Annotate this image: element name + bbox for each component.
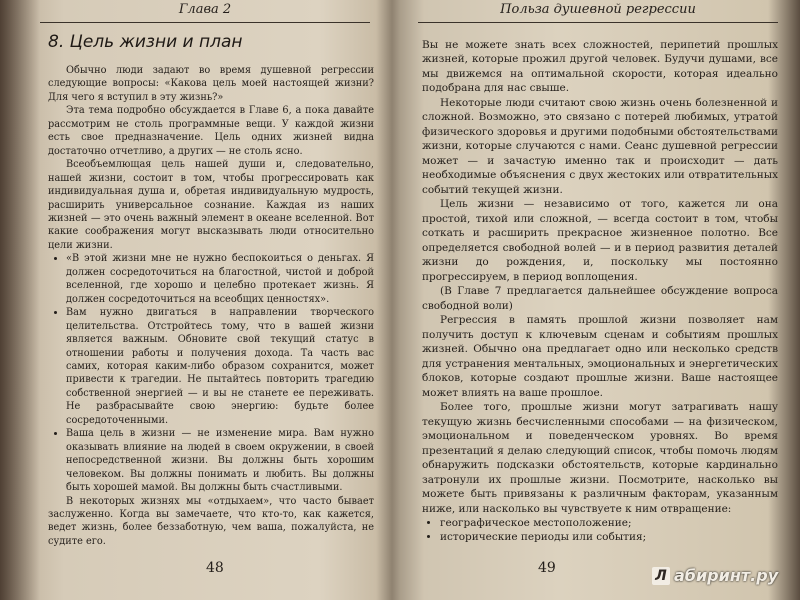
list-item: • Ваша цель в жизни — не изменение мира. Вам нужно оказывать влияние на людей в своем окружении, в своей непосредственной жизни. Вы должны быть хорошим человеком. Вы должны понимать и любить. Вы должны быть хорошей мамой. Вы должны быть счастливыми.	[66, 427, 374, 494]
paragraph: Цель жизни — независимо от того, кажется ли она простой, тихой или сложной, — всегда состоит в том, чтобы соткать и расширить прекрасное жизненное полотно. Все определяется свободной волей — и в период развития деталей жизни до рождения, и, поскольку мы постоянно прогрессируем, в период воплощения.	[422, 198, 778, 283]
running-header-left: Глава 2	[40, 0, 370, 23]
bullet-list	[48, 252, 374, 494]
bullet-list	[422, 516, 778, 545]
paragraph: Всеобъемлющая цель нашей души и, следовательно, нашей жизни, состоит в том, чтобы прогрессировать как индивидуальная душа и, обретая индивидуальную мудрость, расширить универсальное сознание. Каждая из наших жизней — это очень важный элемент в океане вселенной. Вот какие соображения могут высказывать люди относительно цели жизни.	[48, 159, 374, 251]
list-item: • географическое местоположение;	[440, 516, 778, 530]
list-item: • исторические периоды или события;	[440, 530, 778, 544]
watermark-text: абиринт.ру	[674, 566, 779, 585]
right-page	[400, 0, 800, 600]
paragraph: Вы не можете знать всех сложностей, перипетий прошлых жизней, которые прожил другой человек. Будучи душами, все мы движемся на оптимальной скорости, которая идеально подобрана для нас свыше.	[422, 39, 778, 95]
paragraph: Эта тема подробно обсуждается в Главе 6, а пока давайте рассмотрим не столь программные вещи. У каждой жизни есть свое предназначение. Цель одних жизней видна достаточно отчетливо, а других — не столь ясно.	[48, 105, 374, 157]
page-number: 49	[538, 560, 556, 576]
watermark	[652, 566, 778, 585]
page-edge-shadow	[0, 0, 40, 600]
left-page	[0, 0, 396, 600]
paragraph: (В Главе 7 предлагается дальнейшее обсуждение вопроса свободной воли)	[422, 285, 778, 312]
section-title: 8. Цель жизни и план	[48, 32, 243, 52]
paragraph: Обычно люди задают во время душевной регрессии следующие вопросы: «Какова цель моей настоящей жизни? Для чего я вступил в эту жизнь?»	[48, 65, 374, 103]
list-item: • Вам нужно двигаться в направлении творческого целительства. Отстройтесь тому, что в вашей жизни является важным. Обновите свой текущий статус в отношении работы и получения дохода. Та часть вас самих, которая каким-либо образом сохранится, может привести к трагедии. Не пытайтесь повторить трагедию собственной энергией — и вы не станете ее переживать. Не разбрасывайте свою энергию: будьте более сосредоточенными.	[66, 306, 374, 427]
right-page-body	[422, 38, 778, 545]
paragraph: Регрессия в память прошлой жизни позволяет нам получить доступ к ключевым сценам и событиям прошлых жизней. Обычно она предлагает одно или несколько средств для устранения ментальных, эмоциональных и энергетических блоков, которые создают прошлые жизни. Ваше настоящее может влиять на ваше прошлое.	[422, 314, 778, 399]
page-number: 48	[206, 560, 224, 576]
paragraph: Некоторые люди считают свою жизнь очень болезненной и сложной. Возможно, это связано с потерей любимых, утратой физического здоровья и другими подобными обстоятельствами жизни, которые случаются с нами. Сеанс душевной регрессии может — и зачастую именно так и происходит — дать необходимые объяснения с двух жестоких или отвратительных событий текущей жизни.	[422, 96, 778, 196]
paragraph: Более того, прошлые жизни могут затрагивать нашу текущую жизнь бесчисленными способами — на физическом, эмоциональном и поведенческом уровнях. Во время презентаций я делаю следующий список, чтобы помочь людям обнаружить подсказки обстоятельств, которые кардинально затронули их прошлые жизни. Посмотрите, насколько вы можете быть привязаны к различным факторам, указанным ниже, или насколько вы чувствуете к ним отвращение:	[422, 401, 778, 515]
list-item: • «В этой жизни мне не нужно беспокоиться о деньгах. Я должен сосредоточиться на благостной, чистой и доброй вселенной, где хорошо и целебно протекает жизнь. Я должен сосредоточиться на всеобщих ценностях».	[66, 252, 374, 306]
labirint-logo-icon: Л	[652, 567, 670, 585]
paragraph: В некоторых жизнях мы «отдыхаем», что часто бывает заслуженно. Когда вы замечаете, что кто-то, как кажется, ведет жизнь, более беззаботную, чем ваша, пожалуйста, не судите его.	[48, 495, 374, 547]
left-page-body	[48, 64, 374, 548]
running-header-right: Польза душевной регрессии	[418, 0, 778, 23]
